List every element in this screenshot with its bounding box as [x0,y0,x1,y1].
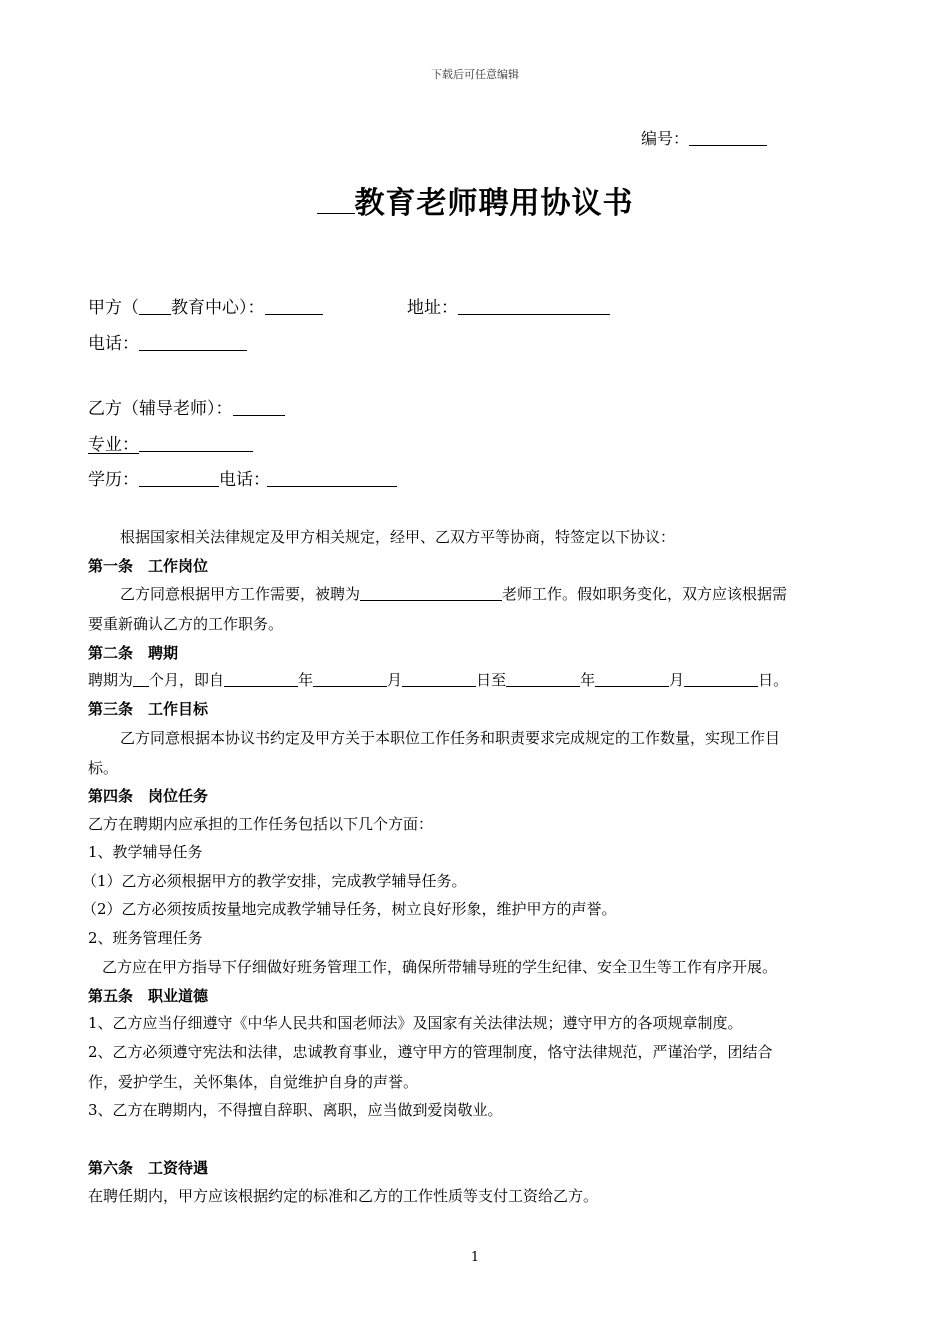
party-a-address [407,293,610,318]
article1-line1 [120,583,787,604]
article6-line1: 在聘任期内，甲方应该根据约定的标准和乙方的工作性质等支付工资给乙方。 [88,1187,599,1205]
article1-heading: 第一条 工作岗位 [88,557,209,575]
start-day-blank[interactable] [402,671,476,687]
end-year-blank[interactable] [506,671,580,687]
article4-line: 乙方在聘期内应承担的工作任务包括以下几个方面： [88,815,434,833]
title-blank[interactable] [317,183,355,214]
article3-heading: 第三条 工作目标 [88,700,209,718]
party-b-line [88,394,285,419]
contract-number [641,126,767,149]
party-b-phone-label: 电话： [219,470,270,490]
year-label: 年 [298,671,314,689]
article4-line: 1、教学辅导任务 [88,843,203,861]
party-b-major-label: 专业： [88,435,139,455]
party-a-line [88,293,323,318]
intro-paragraph: 根据国家相关法律规定及甲方相关规定，经甲、乙双方平等协商，特签定以下协议： [120,528,676,546]
day-end-label: 日。 [758,671,789,689]
party-a-label-mid: 教育中心）： [171,298,265,318]
party-b-label: 乙方（辅导老师）： [88,399,233,419]
party-a-phone-label: 电话： [88,334,139,354]
party-b-education-label: 学历： [88,470,139,490]
page-number: 1 [470,1250,480,1265]
article3-line2: 标。 [88,759,119,777]
end-month-blank[interactable] [595,671,669,687]
term-label: 聘期为 [88,671,134,689]
article1-line1-pre: 乙方同意根据甲方工作需要，被聘为 [120,585,361,603]
article6-heading: 第六条 工资待遇 [88,1159,209,1177]
article4-line: （1）乙方必须根据甲方的教学安排，完成教学辅导任务。 [82,872,467,890]
party-b-name-blank[interactable] [233,398,285,416]
start-month-blank[interactable] [313,671,387,687]
contract-number-label: 编号： [641,129,690,148]
start-year-blank[interactable] [224,671,298,687]
article5-line: 1、乙方应当仔细遵守《中华人民共和国老师法》及国家有关法律法规；遵守甲方的各项规章制度。 [88,1014,743,1032]
party-a-org-blank[interactable] [139,297,171,315]
article5-line: 3、乙方在聘期内，不得擅自辞职、离职，应当做到爱岗敬业。 [88,1101,503,1119]
article1-line2: 要重新确认乙方的工作职务。 [88,615,284,633]
article4-line: 2、班务管理任务 [88,929,203,947]
party-b-education [88,465,397,490]
contract-number-blank[interactable] [689,129,767,146]
article2-heading: 第二条 聘期 [88,644,179,662]
article1-line1-post: 老师工作。假如职务变化，双方应该根据需 [502,585,788,603]
month-label: 月 [387,671,403,689]
party-a-address-blank[interactable] [458,297,610,315]
header-watermark: 下载后可任意编辑 [431,68,519,81]
party-b-major [88,430,253,455]
party-a-address-label: 地址： [407,298,458,318]
article3-line1: 乙方同意根据本协议书约定及甲方关于本职位工作任务和职责要求完成规定的工作数量，实现工作目 [120,729,781,747]
term-months-blank[interactable] [133,671,149,687]
party-b-major-blank[interactable] [139,434,253,452]
end-day-blank[interactable] [684,671,758,687]
party-a-phone-blank[interactable] [139,333,247,351]
article5-line: 作，爱护学生，关怀集体，自觉维护自身的声誉。 [88,1073,419,1091]
party-a-label-pre: 甲方（ [88,298,139,318]
article4-line: （2）乙方必须按质按量地完成教学辅导任务，树立良好形象，维护甲方的声誉。 [82,900,617,918]
article5-heading: 第五条 职业道德 [88,987,209,1005]
document-title [0,178,950,222]
party-b-education-blank[interactable] [139,469,219,487]
article4-line: 乙方应在甲方指导下仔细做好班务管理工作，确保所带辅导班的学生纪律、安全卫生等工作有序开展。 [102,958,778,976]
term-from-label: 个月，即自 [149,671,225,689]
title-text: 教育老师聘用协议书 [354,186,634,221]
article1-position-blank[interactable] [360,585,502,601]
article2-term-line [88,669,788,690]
article4-heading: 第四条 岗位任务 [88,787,209,805]
article5-line: 2、乙方必须遵守宪法和法律，忠诚教育事业，遵守甲方的管理制度，恪守法律规范，严谨治学，团结合 [88,1043,773,1061]
party-a-name-blank[interactable] [265,297,323,315]
month-label: 月 [669,671,685,689]
day-to-label: 日至 [476,671,507,689]
party-b-phone-blank[interactable] [267,469,397,487]
year-label: 年 [580,671,596,689]
party-a-phone [88,329,247,354]
